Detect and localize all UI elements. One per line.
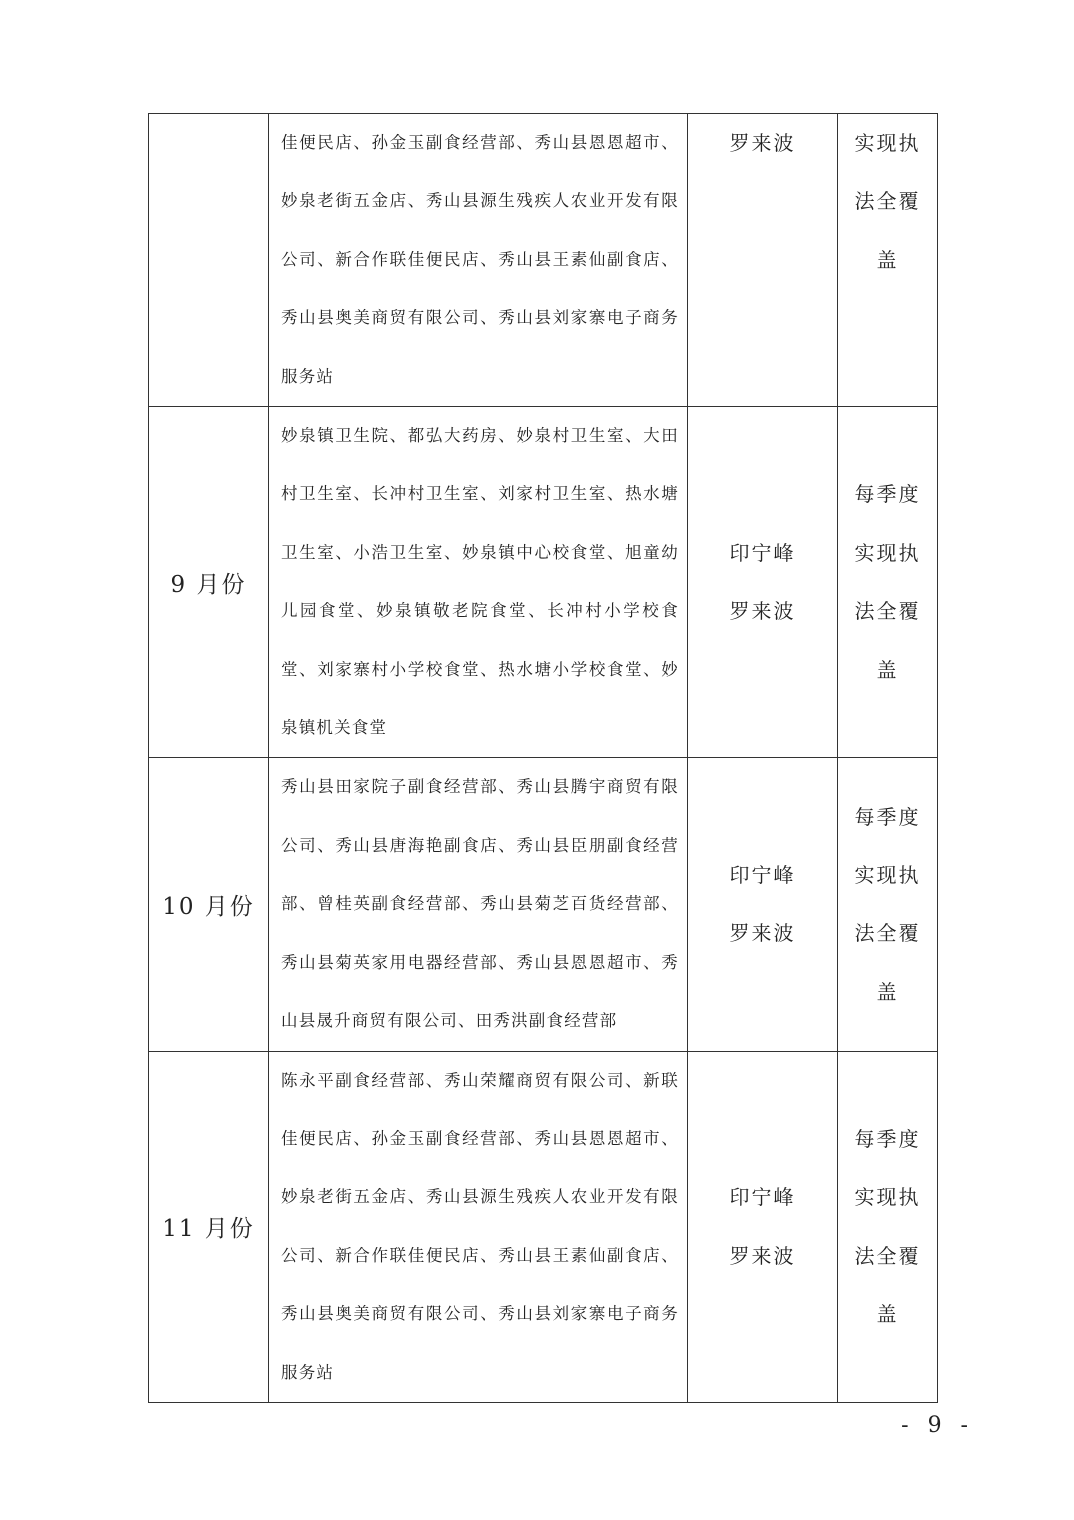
units-cell	[269, 758, 688, 1051]
person-name: 印宁峰	[729, 1185, 796, 1210]
person-name: 罗来波	[729, 131, 796, 155]
units-text: 秀山县田家院子副食经营部、秀山县腾宇商贸有限公司、秀山县唐海艳副食店、秀山县臣朋副食经营部、曾桂英副食经营部、秀山县菊芝百货经营部、秀山县菊英家用电器经营部、秀山县恩恩超市、秀山县晟升商贸有限公司、田秀洪副食经营部	[281, 777, 679, 1031]
month-cell: 10 月份	[149, 758, 269, 1051]
person-name: 罗来波	[729, 921, 796, 946]
month-cell	[149, 114, 269, 407]
units-text: 妙泉镇卫生院、都弘大药房、妙泉村卫生室、大田村卫生室、长冲村卫生室、刘家村卫生室、热水塘卫生室、小浩卫生室、妙泉镇中心校食堂、旭童幼儿园食堂、妙泉镇敬老院食堂、长冲村小学校食堂、刘家寨村小学校食堂、热水塘小学校食堂、妙泉镇机关食堂	[281, 426, 679, 738]
page-number: - 9 -	[901, 1413, 974, 1438]
table-row	[149, 758, 938, 1051]
units-cell	[269, 407, 688, 758]
goal-cell	[838, 114, 938, 407]
goal-text: 每季度实现执法全覆盖	[854, 804, 921, 1004]
responsible-person-cell	[688, 758, 838, 1051]
responsible-person-cell	[688, 114, 838, 407]
month-cell: 11 月份	[149, 1051, 269, 1402]
units-cell	[269, 114, 688, 407]
table-row	[149, 114, 938, 407]
person-name: 罗来波	[729, 1243, 796, 1268]
person-name: 印宁峰	[729, 540, 796, 565]
units-text: 佳便民店、孙金玉副食经营部、秀山县恩恩超市、妙泉老街五金店、秀山县源生残疾人农业开发有限公司、新合作联佳便民店、秀山县王素仙副食店、秀山县奥美商贸有限公司、秀山县刘家寨电子商务服务站	[281, 133, 679, 386]
table-row	[149, 1051, 938, 1402]
goal-cell	[838, 1051, 938, 1402]
table-row	[149, 407, 938, 758]
goal-text: 每季度实现执法全覆盖	[854, 1126, 921, 1327]
goal-text: 实现执法全覆盖	[854, 131, 921, 272]
person-name: 罗来波	[729, 599, 796, 624]
goal-cell	[838, 407, 938, 758]
person-name: 印宁峰	[729, 863, 796, 888]
inspection-schedule-table	[148, 113, 938, 1403]
month-cell: 9 月份	[149, 407, 269, 758]
units-text: 陈永平副食经营部、秀山荣耀商贸有限公司、新联佳便民店、孙金玉副食经营部、秀山县恩恩超市、妙泉老街五金店、秀山县源生残疾人农业开发有限公司、新合作联佳便民店、秀山县王素仙副食店、秀山县奥美商贸有限公司、秀山县刘家寨电子商务服务站	[281, 1070, 679, 1382]
responsible-person-cell	[688, 407, 838, 758]
units-cell	[269, 1051, 688, 1402]
responsible-person-cell	[688, 1051, 838, 1402]
goal-text: 每季度实现执法全覆盖	[854, 482, 921, 682]
goal-cell	[838, 758, 938, 1051]
